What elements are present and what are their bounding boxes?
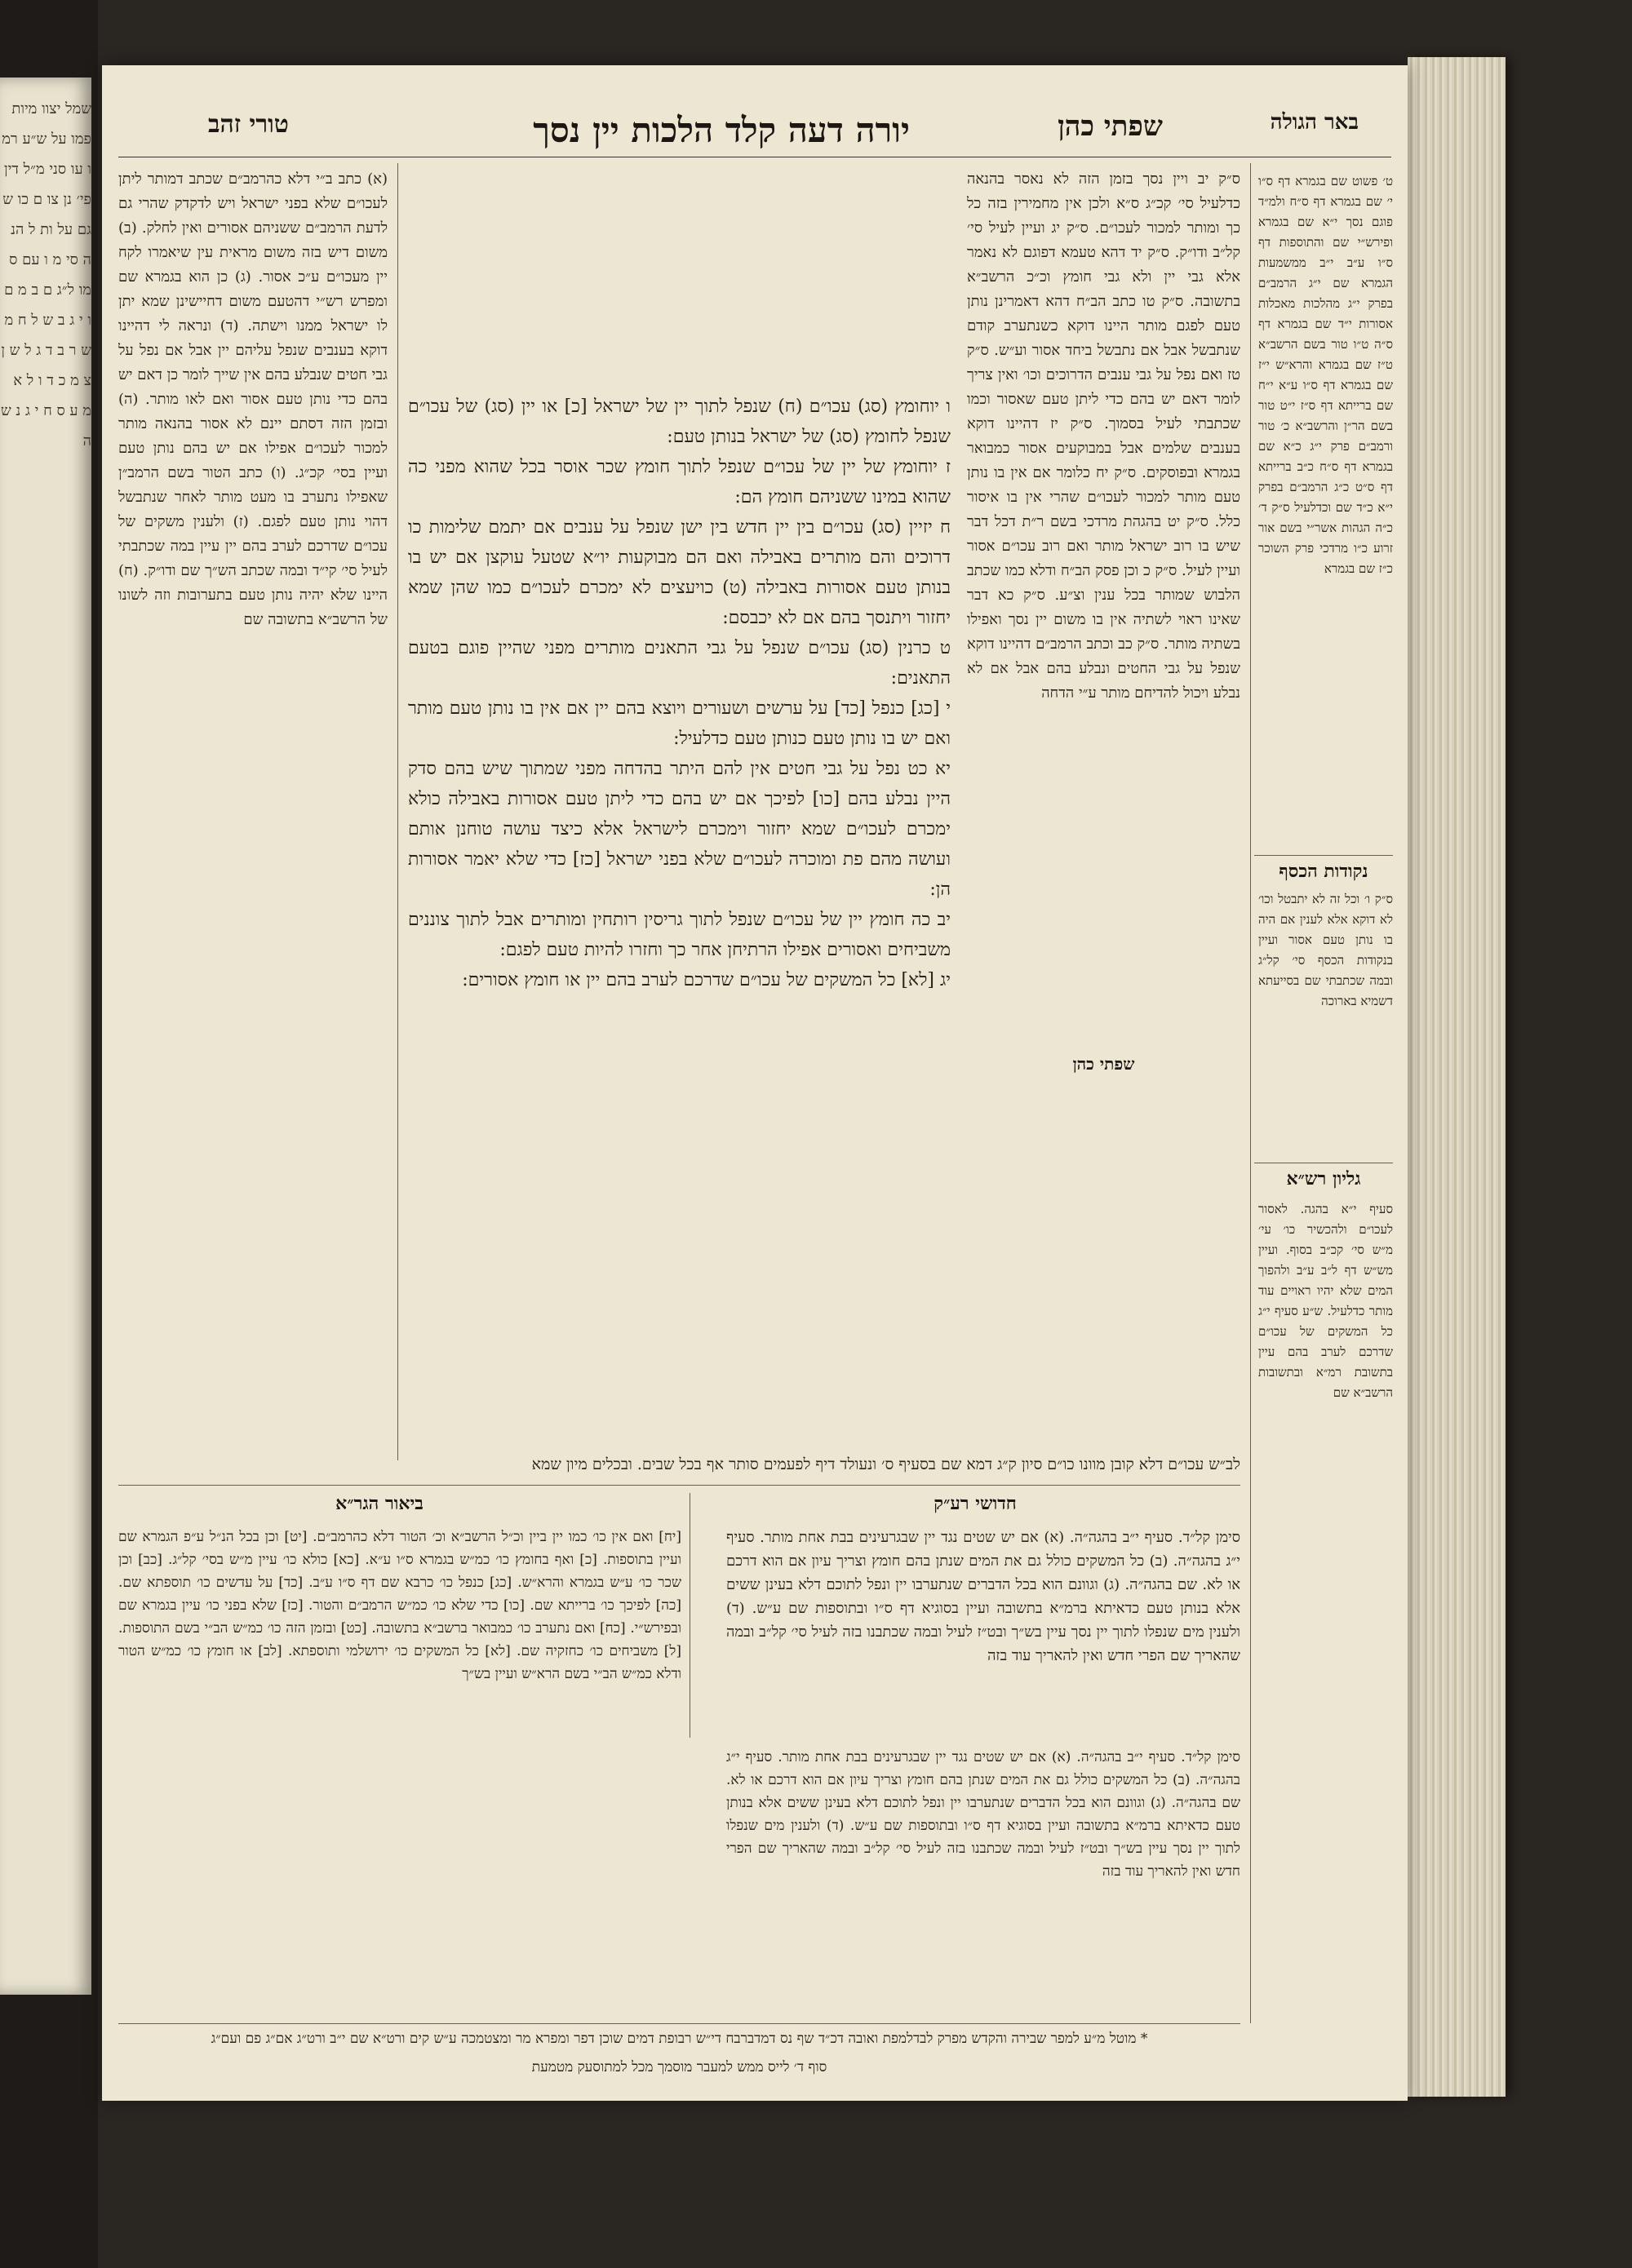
lower-rule bbox=[118, 1485, 1240, 1486]
be-er-hagolah-column: ט׳ פשוט שם בגמרא דף ס״ו י׳ שם בגמרא דף ס״ח ולמ״ד פוגם נסך י״א שם בגמרא ופירש״י שם והתוספות דף ס״ו ע״ב י״ב ממשמעות הגמרא שם י״ג הרמב״ם בפרק י״ג מהלכות מאכלות אסורות י״ד שם בגמרא דף ס״ה ט״ו טור בשם הרשב״א ט״ז שם בגמרא והרא״ש י״ז שם בגמרא דף ס״ו ע״א י״ח שם ברייתא דף ס״ז י״ט טור בשם הר״ן והרשב״א כ׳ טור ורמב״ם פרק י״ג כ״א שם בגמרא דף ס״ח כ״ב ברייתא דף ס״ט כ״ג הרמב״ם בפרק י״א כ״ד שם וכדלעיל ס״ק ד׳ כ״ה הגהות אשר״י בשם אור זרוע כ״ו מרדכי פרק השוכר כ״ז שם בגמרא bbox=[1258, 174, 1393, 576]
facing-page-text: שמל יצוו מיות פמו על ש״ע רמו עו סני מ״ל דין פי׳ נן צו ם כו ש גם על ות ל הנ ה סי מ ו עם ס מו ל״ג ם ב מ ם ו י ג ב ש ל ח מ ש ר ב ד ג ל ש ן צ מ כ ד ו ל א מ ע ס ח י ג נ ש ה bbox=[0, 100, 91, 450]
shach-column: ס״ק יב ויין נסך בזמן הזה לא נאסר בהנאה כדלעיל סי׳ קכ״ג ס״א ולכן אין מחמירין בזה כל כך ומותר למכור לעכו״ם. ס״ק יג ועיין לעיל סי׳ קל״ב ודו״ק. ס״ק יד דהא טעמא דפוגם לא נאמר אלא גבי יין ולא גבי חומץ וכ״כ הרשב״א בתשובה. ס״ק טו כתב הב״ח דהא דאמרינן נותן טעם לפגם מותר היינו דוקא כשנתערב קודם שנתבשל אבל אם נתבשל ביחד אסור וע״ש. ס״ק טז ואם נפל על גבי ענבים הדרוכים וכו׳ ואין צריך לומר דאם יש בהם כדי ליתן טעם שאסור וכמו שכתבתי לעיל בסמוך. ס״ק יז דהיינו דוקא בענבים שלמים אבל במבוקעים אסור כמבואר בגמרא ובפוסקים. ס״ק יח כלומר אם אין בו נותן טעם מותר למכור לעכו״ם שהרי אין בו איסור כלל. ס״ק יט בהגהת מרדכי בשם ר״ת דכל דבר שיש בו רוב ישראל מותר ואם רוב עכו״ם אסור ועיין לעיל. ס״ק כ וכן פסק הב״ח ודלא כמו שכתב הלבוש שמותר בכל ענין וצ״ע. ס״ק כא דבר שאינו ראוי לשתיה אין בו משום יין נסך ואפילו בשתיה מותר. ס״ק כב וכתב הרמב״ם דהיינו דוקא שנפל על גבי החטים ונבלע בהם אבל אם לא נבלע ויכול להדיחם מותר ע״י הדחה bbox=[967, 171, 1240, 702]
main-paragraph: יג [לא] כל המשקים של עכו״ם שדרכם לערב בהם יין או חומץ אסורים: bbox=[462, 970, 951, 990]
gilyon-text: סעיף י״א בהגה. לאסור לעכו״ם ולהכשיר כו׳ עי׳ מ״ש סי׳ קכ״ב בסוף. ועיין מש״ש דף ל״ב ע״ב ולהפוך המים שלא יהיו ראויים עוד מותר כדלעיל. ש״ע סעיף י״ג כל המשקים של עכו״ם שדרכם לערב בהם עיין בתשובת רמ״א ובתשובות הרשב״א שם bbox=[1258, 1202, 1393, 1400]
footer-note-2: סוף ד׳ לייס ממש למעבר מוסמך מכל למתוסעק מטמעת bbox=[531, 2059, 827, 2075]
nekudot-heading: נקודות הכסף bbox=[1279, 861, 1368, 882]
footer-note: * מוטל מ״ע למפר שבירה והקדש מפרק לבדלמפת ואובה דכ״ד שף נס דמדברבח די״ש רבופת דמים שוכן דפר ומפרא מר ומצטמכה ע״ש קים ורט״א שם י״ב ורט״ג אם״ג פם ועם״ג bbox=[211, 2031, 1148, 2047]
main-text bbox=[408, 392, 951, 1468]
shach-end-label: שפתי כהן bbox=[1072, 1054, 1135, 1074]
gilyon-heading: גליון רש״א bbox=[1286, 1168, 1361, 1189]
main-paragraph: יא כט נפל על גבי חטים אין להם היתר בהדחה מפני שמתוך שיש בהם סדק היין נבלע בהם [כו] לפיכך אם יש בהם כדי ליתן טעם אסורות באבילה כולא ימכרם לעכו״ם שמא יחזור וימכרם לישראל אלא כיצד עושה טוחנן אותם ועושה מהם פת ומוכרה לעכו״ם שלא בפני ישראל [כז] כדי שלא יאמר אסורות הן: bbox=[408, 759, 951, 900]
header-title: יורה דעה קלד הלכות יין נסך bbox=[533, 110, 910, 150]
facing-page-edge bbox=[0, 78, 91, 1995]
header-shiftei-kohen: שפתי כהן bbox=[1058, 110, 1163, 143]
main-paragraph: י [כג] כנפל [כד] על ערשים ושעורים ויוצא בהם יין אם אין בו נותן טעם מותר ואם יש בו נותן טעם כנותן טעם כדלעיל: bbox=[408, 698, 951, 749]
taz-column: (א) כתב ב״י דלא כהרמב״ם שכתב דמותר ליתן לעכו״ם שלא בפני ישראל ויש לדקדק שהרי גם לדעת הרמב״ם ששניהם אסורים ואין לחלק. (ב) משום דיש בזה משום מראית עין שיאמרו לקח יין מעכו״ם ע״כ אסור. (ג) כן הוא בגמרא שם ומפרש רש״י דהטעם משום דחיישינן שמא יתן לו ישראל ממנו וישתה. (ד) ונראה לי דהיינו דוקא בענבים שנפל עליהם יין אבל אם נפל על גבי חטים שנבלע בהם אין שייך לומר כן דאם יש בהם כדי נותן טעם אסור ואם לאו מותר. (ה) ובזמן הזה דסתם יינם לא אסור בהנאה מותר למכור לעכו״ם אפילו אם יש בהם נותן טעם ועיין בסי׳ קכ״ג. (ו) כתב הטור בשם הרמב״ן שאפילו נתערב בו מעט מותר לאחר שנתבשל דהוי נותן טעם לפגם. (ז) ולענין משקים של עכו״ם שדרכם לערב בהם יין עיין במה שכתבתי לעיל סי׳ קי״ד ובמה שכתב הש״ך שם ודו״ק. (ח) היינו שלא יהיה נותן טעם בתערובות וזה לשונו של הרשב״א בתשובה שם bbox=[118, 171, 388, 628]
bridge-line: לב״ש עכו״ם דלא קובן מוונו כו״ם סיון ק״ג דמא שם בסעיף ס׳ ונעולד דיף לפעמים סותר אף בכל שבים. ובכלים מיון שמא bbox=[531, 1455, 1240, 1473]
header-turei-zahav: טורי זהב bbox=[208, 110, 289, 139]
main-paragraph: ו יוחומץ (סג) עכו״ם (ח) שנפל לתוך יין של ישראל [כ] או יין (סג) של עכו״ם שנפל לחומץ (סג) של ישראל בנותן טעם: bbox=[408, 396, 951, 447]
biur-text-continuation: סימן קל״ד. סעיף י״ב בהגה״ה. (א) אם יש שטים נגד יין שבגרעינים בבת אחת מותר. סעיף י״ג בהגה״ה. (ב) כל המשקים כולל גם את המים שנתן בהם חומץ וצריך עיון אם הוא דרכם או לא. שם בהגה״ה. (ג) וגוונם הוא בכל הדברים שנתערבו יין ונפל לתוכם דלא בעינן ששים אלא בנותן טעם כדאיתא ברמ״א בתשובה ועיין בסוגיא דף ס״ו ובתוספות שם ע״ש. (ד) ולענין מים שנפלו לתוך יין נסך עיין בש״ך ובט״ז לעיל ובמה שכתבנו בזה לעיל סי׳ קל״ב ובמה שהאריך שם הפרי חדש ואין להאריך עוד בזה bbox=[726, 1749, 1240, 1880]
taz-divider bbox=[397, 163, 398, 1460]
main-paragraph: יב כה חומץ יין של עכו״ם שנפל לתוך גריסין רותחין ומותרים אבל לתוך צוננים משביחים ואסורים אפילו הרתיחן אחר כך וחזרו להיות טעם לפגם: bbox=[408, 910, 951, 960]
chiddushei-heading: חדושי רע״ק bbox=[934, 1493, 1017, 1514]
main-paragraph: ח יזיין (סג) עכו״ם בין יין חדש בין ישן שנפל על ענבים אם יתמם שלימות כו דרוכים והם מותרים באבילה ואם הם מבוקעות יו״א שטעל עוקצן אם יש בו בנותן טעם אסורות באבילה (ט) כויעצים לא ימכרם לעכו״ם כמו שהן שמא יחזור ויתנסך בהם אם לא יכבסם: bbox=[408, 517, 951, 628]
biur-heading: ביאור הגר״א bbox=[335, 1493, 424, 1514]
main-paragraph: ז יוחומץ של יין של עכו״ם שנפל לתוך חומץ שכר אוסר בכל שהוא מפני כה שהוא במינו ששניהם חומץ הם: bbox=[408, 457, 951, 507]
margin-divider bbox=[1250, 163, 1251, 2023]
chiddushei-text: סימן קל״ד. סעיף י״ב בהגה״ה. (א) אם יש שטים נגד יין שבגרעינים בבת אחת מותר. סעיף י״ג בהגה״ה. (ב) כל המשקים כולל גם את המים שנתן בהם חומץ וצריך עיון אם הוא דרכם או לא. שם בהגה״ה. (ג) וגוונם הוא בכל הדברים שנתערבו יין ונפל לתוכם דלא בעינן ששים אלא בנותן טעם כדאיתא ברמ״א בתשובה ועיין בסוגיא דף ס״ו ובתוספות שם ע״ש. (ד) ולענין מים שנפלו לתוך יין נסך עיין בש״ך ובט״ז לעיל ובמה שכתבנו בזה לעיל סי׳ קל״ב ובמה שהאריך שם הפרי חדש ואין להאריך עוד בזה bbox=[726, 1529, 1240, 1664]
nekudot-text: ס״ק ו׳ וכל זה לא יתבטל וכו׳ לא דוקא אלא לענין אם היה בו נותן טעם אסור ועיין בנקודות הכסף סי׳ קל״ג ובמה שכתבתי שם בסייעתא דשמיא בארוכה bbox=[1258, 892, 1393, 1008]
biur-text-top: [יח] ואם אין כו׳ כמו יין ביין וכ״ל הרשב״א וכ׳ הטור דלא כהרמב״ם. [יט] וכן בכל הנ״ל ע״פ הגמרא שם ועיין בתוספות. [כ] ואף בחומץ כו׳ כמ״ש בגמרא ס״ו ע״א. [כא] כולא כו׳ עיין מ״ש בסי׳ קל״ג. [כב] וכן שכר כו׳ ע״ש בגמרא והרא״ש. [כג] כנפל כו׳ כרבא שם דף ס״ו ע״ב. [כד] על עדשים כו׳ תוספתא שם. [כה] לפיכך כו׳ ברייתא שם. [כו] כדי שלא כו׳ כמ״ש הרמב״ם והטור. [כז] שלא בפני כו׳ עיין בגמרא שם ובפירש״י. [כח] ואם נתערב כו׳ כמבואר ברשב״א בתשובה. [כט] ובזמן הזה כו׳ כמ״ש הב״י בשם התוספות. [ל] משביחים כו׳ כחזקיה שם. [לא] כל המשקים כו׳ ירושלמי ותוספתא. [לב] או חומץ כו׳ כמ״ש הטור ודלא כמ״ש הב״י בשם הרא״ש ועיין בש״ך bbox=[118, 1529, 681, 1682]
header-be-er-hagolah: באר הגולה bbox=[1270, 110, 1359, 135]
nekudot-rule bbox=[1254, 855, 1393, 856]
footer-rule bbox=[118, 2023, 1240, 2024]
page bbox=[102, 65, 1408, 2101]
page-stack-edge bbox=[1408, 57, 1506, 2097]
main-paragraph: ט כרנין (סג) עכו״ם שנפל על גבי התאנים מותרים מפני שהיין פוגם בטעם התאנים: bbox=[408, 638, 951, 689]
